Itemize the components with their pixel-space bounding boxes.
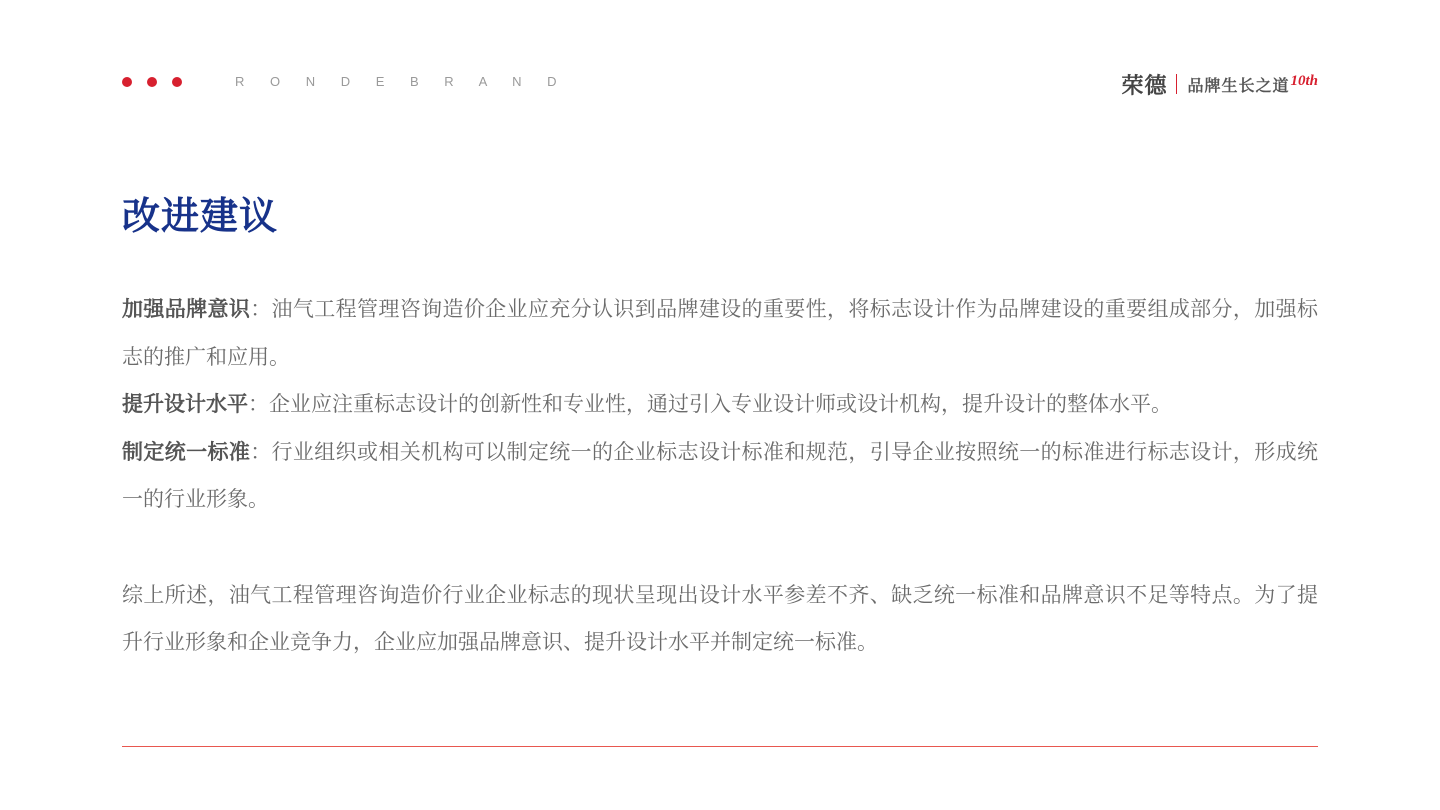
company-logo [1121,70,1318,98]
footer-divider [122,746,1318,747]
suggestion-text: ：行业组织或相关机构可以制定统一的企业标志设计标准和规范，引导企业按照统一的标准进行标志设计，形成统一的行业形象。 [122,439,1319,512]
page-title: 改进建议 [122,194,279,238]
header-bar [122,66,1318,98]
suggestion-term: 提升设计水平 [122,392,248,417]
red-dot-icon [122,77,132,87]
decorative-dots [122,77,197,87]
logo-tagline: 品牌生长之道 [1187,75,1290,95]
body-content [122,286,1318,667]
logo-mark: 荣德 [1121,72,1168,99]
logo-divider [1176,74,1177,94]
conclusion-paragraph: 综上所述，油气工程管理咨询造价行业企业标志的现状呈现出设计水平参差不齐、缺乏统一标准和品牌意识不足等特点。为了提升行业形象和企业竞争力，企业应加强品牌意识、提升设计水平并制定统一标准。 [122,582,1318,655]
brand-text: R O N D E B R A N D [235,74,568,89]
suggestion-paragraph [122,286,1318,381]
suggestion-paragraph [122,429,1318,524]
red-dot-icon [147,77,157,87]
paragraph-spacer [122,524,1318,572]
suggestion-paragraph [122,381,1318,429]
suggestion-text: ：企业应注重标志设计的创新性和专业性，通过引入专业设计师或设计机构，提升设计的整体水平。 [248,392,1172,417]
suggestion-text: ：油气工程管理咨询造价企业应充分认识到品牌建设的重要性，将标志设计作为品牌建设的重要组成部分，加强标志的推广和应用。 [122,297,1319,369]
suggestion-term: 加强品牌意识 [122,297,251,321]
suggestion-term: 制定统一标准 [122,439,251,464]
logo-anniversary-badge: 10th [1290,72,1318,89]
red-dot-icon [172,77,182,87]
